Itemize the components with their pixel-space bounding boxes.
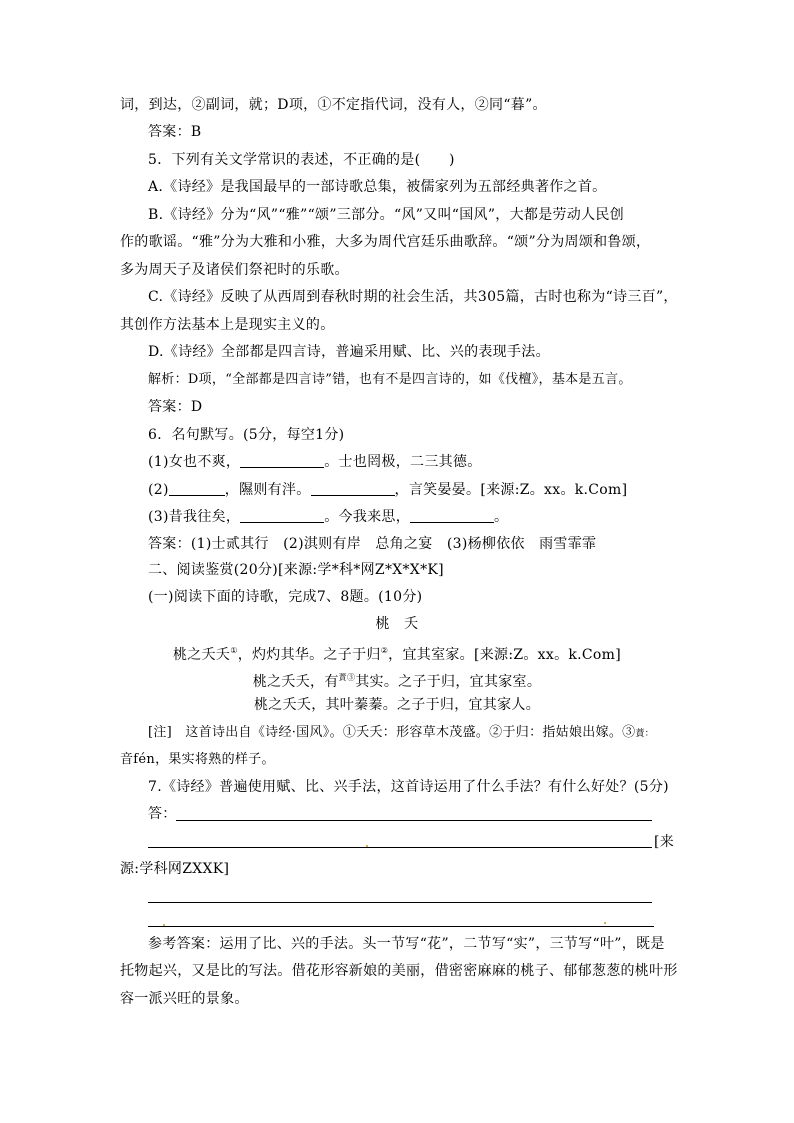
watermark-dot-2 xyxy=(163,924,165,926)
fill-line-2-middle: ，隰则有泮。 xyxy=(224,482,311,498)
note-line-2: 音fén，果实将熟的样子。 xyxy=(120,752,275,767)
note-line-1 xyxy=(148,724,654,743)
answer-line-b: 答案：B xyxy=(148,124,202,140)
answer-line-a[interactable] xyxy=(176,820,652,821)
blank-2[interactable] xyxy=(169,481,225,496)
note-line-1-tail: 蕡： xyxy=(635,729,655,739)
reference-answer-line-2: 托物起兴，又是比的写法。借花形容新娘的美丽，借密密麻麻的桃子、郁郁葱葱的桃叶形 xyxy=(120,963,678,979)
watermark-dot-1 xyxy=(366,845,368,847)
question-5: 5．下列有关文学常识的表述，不正确的是( ) xyxy=(148,152,455,168)
option-b-line-1: B.《诗经》分为“风”“雅”“颂”三部分。“风”又叫“国风”，大都是劳动人民创 xyxy=(148,207,625,223)
section-heading: 二、阅读鉴赏(20分)[来源:学*科*网Z*X*X*K] xyxy=(148,562,444,578)
fill-line-1-prefix: (1)女也不爽， xyxy=(148,454,241,470)
fill-line-1-suffix: 。士也罔极，二三其德。 xyxy=(324,454,482,470)
answer-line-b-rule[interactable] xyxy=(148,847,652,848)
question-6: 6．名句默写。(5分，每空1分) xyxy=(148,427,345,443)
blank-4[interactable] xyxy=(240,508,324,523)
answer-line-c[interactable] xyxy=(148,902,652,903)
note-line-1-text: [注] 这首诗出自《诗经·国风》。①夭夭：形容草木茂盛。②于归：指姑娘出嫁。③ xyxy=(148,725,636,740)
poem-line-2-part-2: 其实。之子于归，宜其家室。 xyxy=(355,674,542,690)
source-tag-part-2: 源:学科网ZXXK] xyxy=(120,861,230,877)
fill-line-1 xyxy=(148,453,482,471)
fill-line-3-suffix: 。 xyxy=(494,509,509,525)
reference-answer-line-3: 容一派兴旺的景象。 xyxy=(120,991,249,1007)
option-c-line-2: 其创作方法基本上是现实主义的。 xyxy=(120,317,335,333)
poem-line-1-part-2: ，灼灼其华。之子于归 xyxy=(237,647,381,663)
fill-line-2 xyxy=(148,481,627,499)
answer-line-d-rule[interactable] xyxy=(148,926,654,927)
question-7: 7.《诗经》普遍使用赋、比、兴手法，这首诗运用了什么手法？有什么好处？(5分) xyxy=(148,779,669,795)
poem-line-3: 桃之夭夭，其叶蓁蓁。之子于归，宜其家人。 xyxy=(254,697,540,713)
blank-5[interactable] xyxy=(410,508,494,523)
option-a: A.《诗经》是我国最早的一部诗歌总集，被儒家列为五部经典著作之首。 xyxy=(148,179,607,195)
watermark-dot-3 xyxy=(604,922,606,924)
analysis-line: 解析：D项，“全部都是四言诗”错，也有不是四言诗的，如《伐檀》，基本是五言。 xyxy=(148,372,632,387)
answer-label: 答： xyxy=(148,806,177,822)
poem-line-2-part-1: 桃之夭夭，有 xyxy=(252,674,339,690)
poem-title: 桃 夭 xyxy=(375,616,419,632)
answer-line-6: 答案：(1)士贰其行 (2)淇则有岸 总角之宴 (3)杨柳依依 雨雪霏霏 xyxy=(148,536,597,552)
source-tag-part-1: [来 xyxy=(654,834,675,850)
poem-line-1 xyxy=(0,642,794,664)
footnote-marker-2: ② xyxy=(380,646,389,655)
footnote-marker-1: ① xyxy=(230,646,238,655)
poem-line-1-part-1: 桃之夭夭 xyxy=(173,647,231,663)
blank-1[interactable] xyxy=(240,453,324,468)
reference-answer-line-1: 参考答案：运用了比、兴的手法。头一节写“花”，二节写“实”，三节写“叶”，既是 xyxy=(148,936,665,952)
option-b-line-2: 作的歌谣。“雅”分为大雅和小雅，大多为周代宫廷乐曲歌辞。“颂”分为周颂和鲁颂， xyxy=(120,234,651,250)
fill-line-3 xyxy=(148,508,508,526)
answer-line-d: 答案：D xyxy=(148,399,203,415)
option-b-line-3: 多为周天子及诸侯们祭祀时的乐歌。 xyxy=(120,262,349,278)
fill-line-2-suffix: ，言笑晏晏。[来源:Z。xx。k.Com] xyxy=(394,482,628,498)
text-line-1: 词，到达，②副词，就；D项，①不定指代词，没有人，②同“暮”。 xyxy=(120,97,547,113)
fill-line-2-prefix: (2) xyxy=(148,482,169,498)
poem-line-1-part-3: ，宜其室家。[来源:Z。xx。k.Com] xyxy=(388,647,621,663)
reading-instruction: (一)阅读下面的诗歌，完成7、8题。(10分) xyxy=(148,589,423,605)
fill-line-3-prefix: (3)昔我往矣， xyxy=(148,509,241,525)
poem-line-2 xyxy=(0,669,794,691)
blank-3[interactable] xyxy=(311,481,395,496)
option-c-line-1: C.《诗经》反映了从西周到春秋时期的社会生活，共305篇，古时也称为“诗三百”， xyxy=(148,289,678,305)
fill-line-3-middle: 。今我来思， xyxy=(324,509,411,525)
option-d: D.《诗经》全部都是四言诗，普遍采用赋、比、兴的表现手法。 xyxy=(148,344,550,360)
footnote-marker-3: 蕡③ xyxy=(338,673,356,682)
